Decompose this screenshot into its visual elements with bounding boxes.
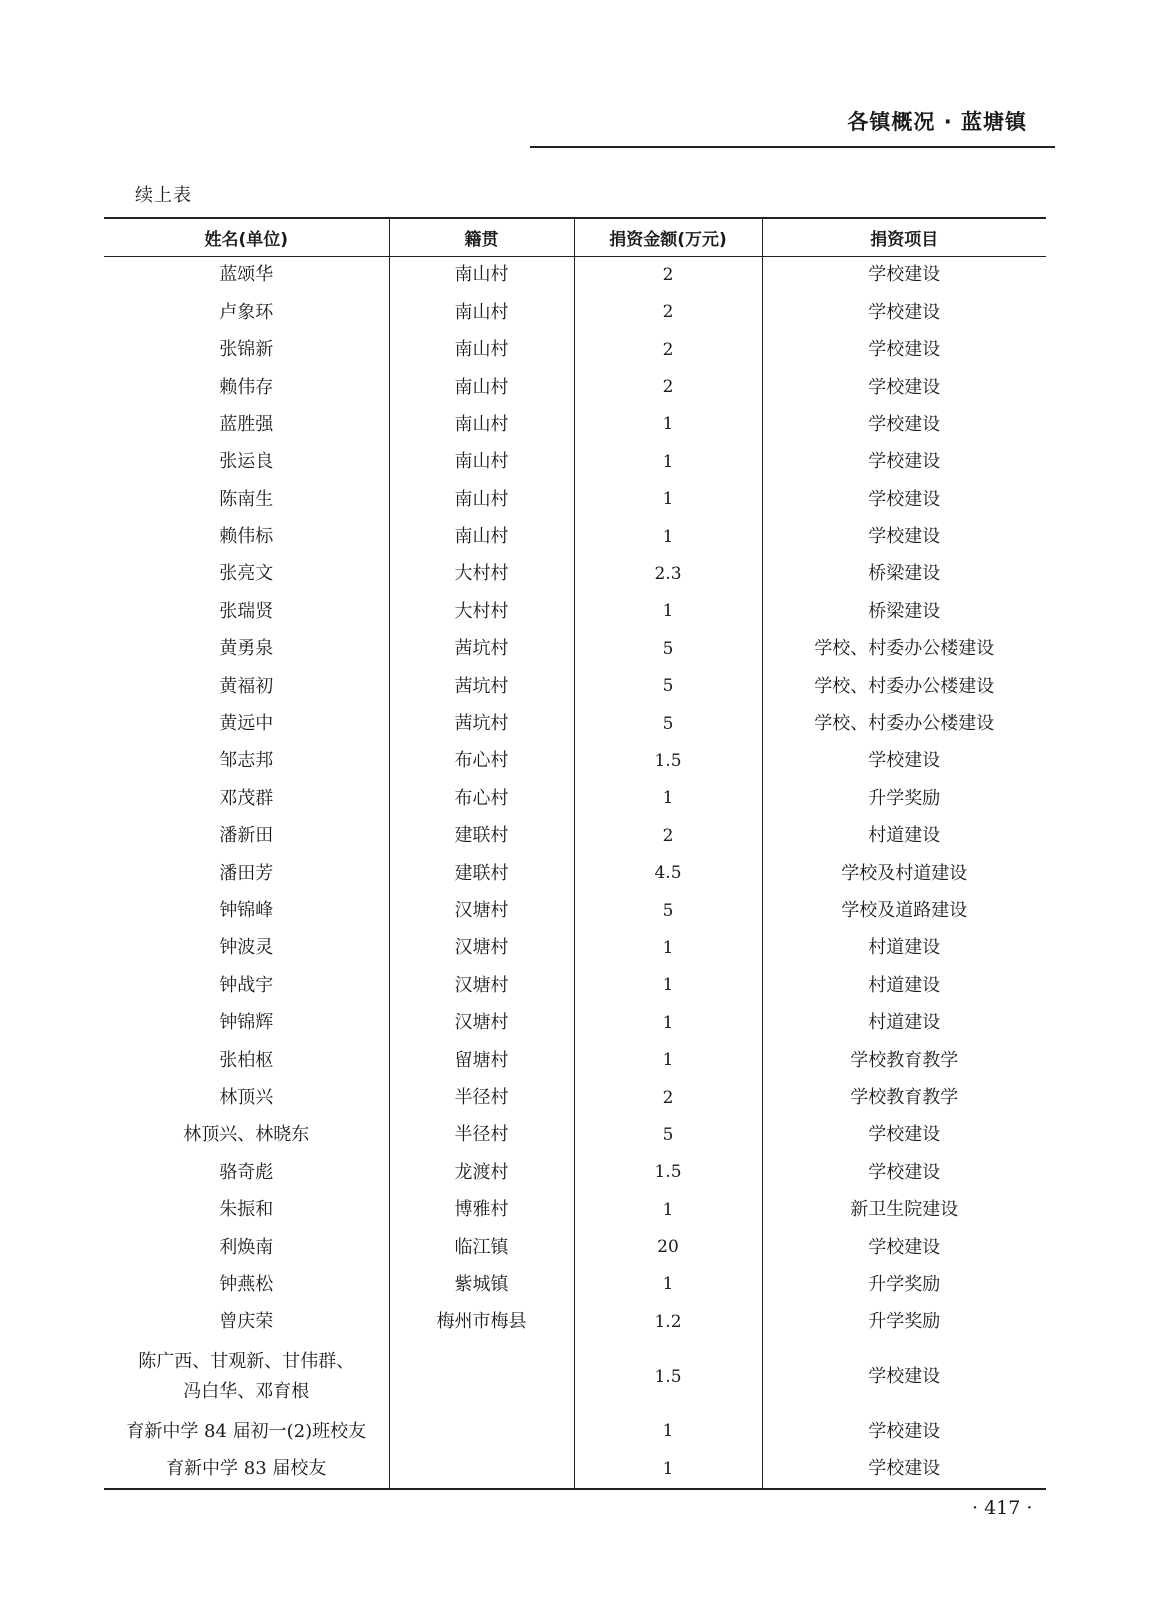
cell-origin: 南山村	[389, 407, 574, 444]
cell-amount: 2	[574, 1080, 762, 1117]
table-row	[104, 1154, 1046, 1191]
cell-origin	[389, 1341, 574, 1413]
cell-origin: 梅州市梅县	[389, 1304, 574, 1341]
cell-origin: 汉塘村	[389, 1005, 574, 1042]
cell-name: 钟锦峰	[104, 893, 389, 930]
table-row	[104, 930, 1046, 967]
cell-name: 黄远中	[104, 706, 389, 743]
cell-origin: 博雅村	[389, 1192, 574, 1229]
cell-origin	[389, 1451, 574, 1489]
cell-project: 学校及村道建设	[841, 862, 968, 884]
cell-origin: 建联村	[389, 855, 574, 892]
cell-project: 学校建设	[868, 376, 941, 398]
cell-project: 村道建设	[868, 937, 941, 959]
cell-origin: 汉塘村	[389, 967, 574, 1004]
cell-project: 学校建设	[868, 488, 941, 510]
column-header-name: 姓名(单位)	[104, 218, 389, 257]
cell-origin: 布心村	[389, 743, 574, 780]
table-row	[104, 631, 1046, 668]
cell-project: 学校建设	[868, 1236, 941, 1258]
cell-amount: 1	[574, 444, 762, 481]
cell-project: 桥梁建设	[868, 563, 941, 585]
cell-name: 赖伟存	[104, 369, 389, 406]
cell-name: 钟锦辉	[104, 1005, 389, 1042]
cell-project: 学校、村委办公楼建设	[814, 638, 995, 660]
cell-amount: 1.5	[574, 1154, 762, 1191]
cell-name: 曾庆荣	[104, 1304, 389, 1341]
cell-origin: 茜坑村	[389, 668, 574, 705]
cell-amount: 2	[574, 818, 762, 855]
table-row	[104, 1451, 1046, 1489]
cell-project: 学校建设	[868, 413, 941, 435]
table-row	[104, 257, 1046, 295]
table-row	[104, 1042, 1046, 1079]
cell-project: 学校、村委办公楼建设	[814, 675, 995, 697]
page-number: · 417 ·	[972, 1497, 1033, 1519]
cell-project: 学校建设	[868, 1365, 941, 1387]
continued-note: 续上表	[135, 185, 192, 206]
table-row	[104, 332, 1046, 369]
cell-name: 朱振和	[104, 1192, 389, 1229]
cell-project: 学校及道路建设	[841, 899, 968, 921]
table-row	[104, 1005, 1046, 1042]
cell-name: 育新中学 84 届初一(2)班校友	[104, 1413, 389, 1450]
cell-project: 新卫生院建设	[850, 1199, 959, 1221]
cell-project: 村道建设	[868, 825, 941, 847]
cell-amount: 1.2	[574, 1304, 762, 1341]
table-row	[104, 407, 1046, 444]
cell-amount: 2.3	[574, 556, 762, 593]
cell-origin: 紫城镇	[389, 1267, 574, 1304]
cell-amount: 1	[574, 930, 762, 967]
table-row	[104, 967, 1046, 1004]
cell-amount: 5	[574, 1117, 762, 1154]
cell-amount: 20	[574, 1229, 762, 1266]
cell-project: 村道建设	[868, 974, 941, 996]
table-header-row	[104, 218, 1046, 257]
cell-name: 张运良	[104, 444, 389, 481]
cell-amount: 1	[574, 1042, 762, 1079]
cell-name: 利焕南	[104, 1229, 389, 1266]
table-row	[104, 1117, 1046, 1154]
table-row	[104, 1267, 1046, 1304]
cell-name: 邹志邦	[104, 743, 389, 780]
cell-origin: 临江镇	[389, 1229, 574, 1266]
column-header-origin: 籍贯	[389, 218, 574, 257]
cell-origin: 南山村	[389, 481, 574, 518]
table-row	[104, 1229, 1046, 1266]
cell-project: 学校建设	[868, 1458, 941, 1480]
table-row	[104, 519, 1046, 556]
cell-name: 黄勇泉	[104, 631, 389, 668]
cell-project: 学校建设	[868, 750, 941, 772]
cell-origin: 汉塘村	[389, 930, 574, 967]
cell-project: 学校建设	[868, 451, 941, 473]
page-header	[530, 100, 1055, 148]
cell-name: 蓝胜强	[104, 407, 389, 444]
table-row	[104, 481, 1046, 518]
cell-project: 学校教育教学	[850, 1086, 959, 1108]
cell-name: 林顶兴	[104, 1080, 389, 1117]
cell-origin	[389, 1413, 574, 1450]
donation-table	[104, 217, 1046, 1490]
cell-amount: 1.5	[574, 743, 762, 780]
table-row	[104, 594, 1046, 631]
cell-amount: 1.5	[574, 1341, 762, 1413]
cell-amount: 4.5	[574, 855, 762, 892]
table-row	[104, 1080, 1046, 1117]
cell-name-line: 冯白华、邓育根	[183, 1381, 310, 1403]
table-row	[104, 444, 1046, 481]
cell-amount: 1	[574, 967, 762, 1004]
cell-project: 学校建设	[868, 526, 941, 548]
cell-origin: 南山村	[389, 519, 574, 556]
cell-name: 张瑞贤	[104, 594, 389, 631]
cell-amount: 1	[574, 1413, 762, 1450]
cell-project: 学校建设	[868, 1161, 941, 1183]
table-row	[104, 706, 1046, 743]
cell-origin: 茜坑村	[389, 706, 574, 743]
table-row	[104, 369, 1046, 406]
cell-name: 张柏枢	[104, 1042, 389, 1079]
cell-amount: 5	[574, 706, 762, 743]
table-row	[104, 893, 1046, 930]
table-row	[104, 743, 1046, 780]
header-title: 各镇概况 · 蓝塘镇	[847, 110, 1027, 134]
cell-name: 钟波灵	[104, 930, 389, 967]
cell-name: 潘新田	[104, 818, 389, 855]
cell-origin: 半径村	[389, 1117, 574, 1154]
cell-project: 村道建设	[868, 1012, 941, 1034]
table-row	[104, 855, 1046, 892]
cell-origin: 大村村	[389, 556, 574, 593]
cell-name: 林顶兴、林晓东	[104, 1117, 389, 1154]
cell-project: 升学奖励	[868, 1311, 941, 1333]
cell-name-line: 陈广西、甘观新、甘伟群、	[138, 1350, 355, 1372]
cell-amount: 1	[574, 1192, 762, 1229]
cell-name: 张锦新	[104, 332, 389, 369]
cell-name: 陈南生	[104, 481, 389, 518]
cell-amount: 1	[574, 519, 762, 556]
cell-name: 张亮文	[104, 556, 389, 593]
cell-origin: 龙渡村	[389, 1154, 574, 1191]
cell-origin: 南山村	[389, 294, 574, 331]
cell-amount: 5	[574, 893, 762, 930]
cell-amount: 2	[574, 257, 762, 295]
cell-origin: 半径村	[389, 1080, 574, 1117]
cell-name: 邓茂群	[104, 780, 389, 817]
table-row	[104, 1304, 1046, 1341]
column-header-amount: 捐资金额(万元)	[574, 218, 762, 257]
cell-amount: 1	[574, 1005, 762, 1042]
cell-origin: 南山村	[389, 257, 574, 295]
cell-project: 学校、村委办公楼建设	[814, 713, 995, 735]
cell-project: 升学奖励	[868, 787, 941, 809]
cell-project: 学校建设	[868, 1420, 941, 1442]
cell-name: 骆奇彪	[104, 1154, 389, 1191]
table-row	[104, 294, 1046, 331]
cell-name: 钟战宇	[104, 967, 389, 1004]
cell-name: 蓝颂华	[104, 257, 389, 295]
cell-amount: 1	[574, 594, 762, 631]
cell-name: 育新中学 83 届校友	[104, 1451, 389, 1489]
cell-name: 黄福初	[104, 668, 389, 705]
cell-name: 卢象环	[104, 294, 389, 331]
cell-amount: 2	[574, 369, 762, 406]
cell-origin: 建联村	[389, 818, 574, 855]
cell-project: 升学奖励	[868, 1273, 941, 1295]
cell-origin: 大村村	[389, 594, 574, 631]
table-row	[104, 556, 1046, 593]
cell-project: 学校建设	[868, 1124, 941, 1146]
cell-amount: 1	[574, 407, 762, 444]
cell-origin: 留塘村	[389, 1042, 574, 1079]
cell-origin: 南山村	[389, 332, 574, 369]
table-row	[104, 1413, 1046, 1450]
cell-origin: 茜坑村	[389, 631, 574, 668]
table-row	[104, 818, 1046, 855]
cell-origin: 布心村	[389, 780, 574, 817]
table-row	[104, 1192, 1046, 1229]
cell-name: 钟燕松	[104, 1267, 389, 1304]
cell-project: 桥梁建设	[868, 600, 941, 622]
cell-amount: 1	[574, 481, 762, 518]
cell-amount: 2	[574, 294, 762, 331]
column-header-project: 捐资项目	[762, 218, 1046, 257]
cell-amount: 1	[574, 780, 762, 817]
cell-name: 赖伟标	[104, 519, 389, 556]
cell-amount: 1	[574, 1451, 762, 1489]
cell-project: 学校建设	[868, 264, 941, 286]
table-row	[104, 780, 1046, 817]
cell-project: 学校教育教学	[850, 1049, 959, 1071]
table-row	[104, 668, 1046, 705]
cell-project: 学校建设	[868, 301, 941, 323]
cell-amount: 5	[574, 631, 762, 668]
cell-amount: 2	[574, 332, 762, 369]
cell-project: 学校建设	[868, 339, 941, 361]
cell-amount: 1	[574, 1267, 762, 1304]
cell-origin: 南山村	[389, 444, 574, 481]
cell-origin: 汉塘村	[389, 893, 574, 930]
cell-name	[104, 1341, 389, 1413]
cell-name: 潘田芳	[104, 855, 389, 892]
cell-amount: 5	[574, 668, 762, 705]
cell-origin: 南山村	[389, 369, 574, 406]
table-row	[104, 1341, 1046, 1413]
